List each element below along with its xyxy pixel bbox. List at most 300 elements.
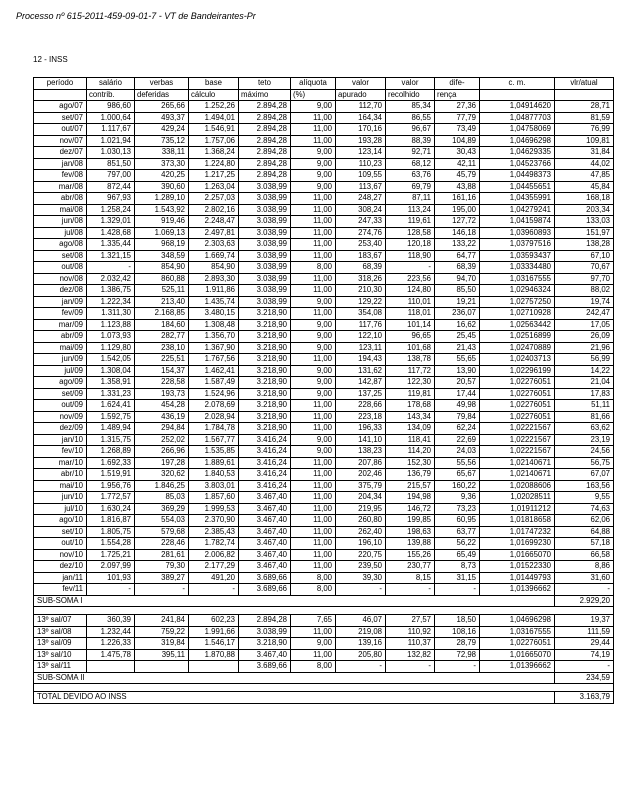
table-cell: 55,56 bbox=[435, 457, 480, 469]
table-cell: 11,00 bbox=[291, 561, 336, 573]
table-cell: 11,00 bbox=[291, 480, 336, 492]
table-cell: 1,01699230 bbox=[480, 538, 555, 550]
table-cell: 113,24 bbox=[386, 204, 435, 216]
table-cell: 11,00 bbox=[291, 515, 336, 527]
table-cell: mar/08 bbox=[34, 181, 87, 193]
table-cell: jul/08 bbox=[34, 227, 87, 239]
spacer-cell bbox=[555, 684, 614, 692]
table-row-13th bbox=[34, 661, 614, 673]
table-cell: 11,00 bbox=[291, 626, 336, 638]
table-row bbox=[34, 124, 614, 136]
table-cell: 265,66 bbox=[135, 101, 189, 113]
table-cell: 118,90 bbox=[386, 250, 435, 262]
table-cell: 3.218,90 bbox=[239, 319, 291, 331]
table-cell: 2.177,29 bbox=[189, 561, 239, 573]
table-cell: 1,04696298 bbox=[480, 615, 555, 627]
table-cell: 262,40 bbox=[336, 526, 386, 538]
table-cell: 3.038,99 bbox=[239, 227, 291, 239]
table-cell: 56,99 bbox=[555, 354, 614, 366]
table-cell: 1.252,26 bbox=[189, 101, 239, 113]
table-cell: 11,00 bbox=[291, 469, 336, 481]
subtotal-1-value: 2.929,20 bbox=[555, 595, 614, 607]
table-cell: 242,47 bbox=[555, 308, 614, 320]
table-row bbox=[34, 365, 614, 377]
spacer-cell bbox=[135, 684, 189, 692]
table-cell: 26,09 bbox=[555, 331, 614, 343]
table-cell: 88,39 bbox=[386, 135, 435, 147]
table-cell: 1.889,61 bbox=[189, 457, 239, 469]
table-cell: 194,43 bbox=[336, 354, 386, 366]
spacer-cell bbox=[87, 684, 135, 692]
table-cell: 13º sal/07 bbox=[34, 615, 87, 627]
table-cell: 62,06 bbox=[555, 515, 614, 527]
table-row bbox=[34, 181, 614, 193]
table-row-13th bbox=[34, 615, 614, 627]
table-cell: 759,22 bbox=[135, 626, 189, 638]
table-cell: 420,25 bbox=[135, 170, 189, 182]
table-row bbox=[34, 515, 614, 527]
table-cell: 152,30 bbox=[386, 457, 435, 469]
table-cell: 109,81 bbox=[555, 135, 614, 147]
column-header: dife- bbox=[435, 78, 480, 90]
column-header: teto bbox=[239, 78, 291, 90]
table-cell: 70,67 bbox=[555, 262, 614, 274]
table-cell: 1,02276051 bbox=[480, 638, 555, 650]
table-cell: ago/08 bbox=[34, 239, 87, 251]
table-cell: out/09 bbox=[34, 400, 87, 412]
table-cell: 1,03593437 bbox=[480, 250, 555, 262]
table-cell: 3.218,90 bbox=[239, 377, 291, 389]
table-cell: 63,76 bbox=[386, 170, 435, 182]
table-cell: 248,27 bbox=[336, 193, 386, 205]
table-cell: 525,11 bbox=[135, 285, 189, 297]
table-cell: 7,65 bbox=[291, 615, 336, 627]
table-cell: 122,30 bbox=[386, 377, 435, 389]
table-cell: 66,58 bbox=[555, 549, 614, 561]
table-row bbox=[34, 354, 614, 366]
table-cell bbox=[189, 661, 239, 673]
table-cell: 1.021,94 bbox=[87, 135, 135, 147]
table-cell: 1,04629335 bbox=[480, 147, 555, 159]
table-cell: 860,88 bbox=[135, 273, 189, 285]
table-cell: 1.592,75 bbox=[87, 411, 135, 423]
table-cell: 1.123,88 bbox=[87, 319, 135, 331]
table-row bbox=[34, 584, 614, 596]
table-cell: - bbox=[336, 584, 386, 596]
table-cell: 168,18 bbox=[555, 193, 614, 205]
column-header: recolhido bbox=[386, 89, 435, 101]
table-cell: 79,84 bbox=[435, 411, 480, 423]
table-cell bbox=[135, 661, 189, 673]
table-cell: 1,02563442 bbox=[480, 319, 555, 331]
table-cell: dez/10 bbox=[34, 561, 87, 573]
table-cell: 1.386,75 bbox=[87, 285, 135, 297]
table-cell: 1,01665070 bbox=[480, 649, 555, 661]
table-cell: 1.217,25 bbox=[189, 170, 239, 182]
table-row bbox=[34, 112, 614, 124]
table-cell: 338,11 bbox=[135, 147, 189, 159]
table-cell: 429,24 bbox=[135, 124, 189, 136]
table-cell: 2.894,28 bbox=[239, 147, 291, 159]
table-cell: 3.038,99 bbox=[239, 285, 291, 297]
table-cell: 18,50 bbox=[435, 615, 480, 627]
table-cell: 1,02028511 bbox=[480, 492, 555, 504]
table-cell: 1,02221567 bbox=[480, 434, 555, 446]
table-cell: 129,22 bbox=[336, 296, 386, 308]
table-cell: 154,37 bbox=[135, 365, 189, 377]
table-cell: 65,67 bbox=[435, 469, 480, 481]
table-cell: 46,07 bbox=[336, 615, 386, 627]
table-cell: 967,93 bbox=[87, 193, 135, 205]
table-row bbox=[34, 572, 614, 584]
table-cell: 3.467,40 bbox=[239, 549, 291, 561]
table-cell: 143,34 bbox=[386, 411, 435, 423]
table-cell: 104,89 bbox=[435, 135, 480, 147]
table-cell: 27,57 bbox=[386, 615, 435, 627]
table-cell: 3.218,90 bbox=[239, 331, 291, 343]
table-cell: 308,24 bbox=[336, 204, 386, 216]
table-cell: 11,00 bbox=[291, 457, 336, 469]
table-cell: 155,26 bbox=[386, 549, 435, 561]
table-cell: 63,62 bbox=[555, 423, 614, 435]
table-cell: 1,02470889 bbox=[480, 342, 555, 354]
table-cell: 195,00 bbox=[435, 204, 480, 216]
table-cell: abr/08 bbox=[34, 193, 87, 205]
table-cell: 1.542,05 bbox=[87, 354, 135, 366]
table-cell: 110,23 bbox=[336, 158, 386, 170]
table-cell: 968,19 bbox=[135, 239, 189, 251]
table-cell: jun/10 bbox=[34, 492, 87, 504]
table-cell: 11,00 bbox=[291, 354, 336, 366]
spacer-cell bbox=[239, 684, 291, 692]
table-cell: 63,77 bbox=[435, 526, 480, 538]
table-cell: 120,18 bbox=[386, 239, 435, 251]
table-cell: 132,82 bbox=[386, 649, 435, 661]
table-cell: 30,43 bbox=[435, 147, 480, 159]
table-cell: 1,02276051 bbox=[480, 377, 555, 389]
table-cell: 163,56 bbox=[555, 480, 614, 492]
table-cell: 76,99 bbox=[555, 124, 614, 136]
table-cell: 27,36 bbox=[435, 101, 480, 113]
table-row bbox=[34, 400, 614, 412]
table-row bbox=[34, 273, 614, 285]
table-cell: 220,75 bbox=[336, 549, 386, 561]
table-cell: abr/09 bbox=[34, 331, 87, 343]
table-cell: 1.782,74 bbox=[189, 538, 239, 550]
table-cell: 266,96 bbox=[135, 446, 189, 458]
spacer-row bbox=[34, 684, 614, 692]
table-cell: 1.232,44 bbox=[87, 626, 135, 638]
table-cell: 1.224,80 bbox=[189, 158, 239, 170]
table-cell: 1,04355991 bbox=[480, 193, 555, 205]
table-cell: 11,00 bbox=[291, 538, 336, 550]
table-cell: 1.494,01 bbox=[189, 112, 239, 124]
table-cell: - bbox=[435, 661, 480, 673]
total-row-value: 3.163,79 bbox=[555, 692, 614, 704]
table-cell: 101,14 bbox=[386, 319, 435, 331]
column-header: contrib. bbox=[87, 89, 135, 101]
table-row bbox=[34, 250, 614, 262]
table-cell: 204,34 bbox=[336, 492, 386, 504]
table-cell: 1,04455651 bbox=[480, 181, 555, 193]
table-cell: jan/08 bbox=[34, 158, 87, 170]
table-cell: 9,00 bbox=[291, 388, 336, 400]
table-cell: 223,56 bbox=[386, 273, 435, 285]
table-row bbox=[34, 204, 614, 216]
table-cell: set/09 bbox=[34, 388, 87, 400]
table-cell: 1,04523766 bbox=[480, 158, 555, 170]
spacer-cell bbox=[189, 684, 239, 692]
table-cell: 986,60 bbox=[87, 101, 135, 113]
spacer-cell bbox=[435, 607, 480, 615]
table-cell: 1.268,89 bbox=[87, 446, 135, 458]
table-cell: - bbox=[555, 661, 614, 673]
table-cell: 141,10 bbox=[336, 434, 386, 446]
table-row bbox=[34, 469, 614, 481]
table-cell: 2.894,28 bbox=[239, 124, 291, 136]
table-cell: 230,77 bbox=[386, 561, 435, 573]
table-cell: - bbox=[189, 584, 239, 596]
table-cell: 2.385,43 bbox=[189, 526, 239, 538]
table-cell: 1,02276051 bbox=[480, 411, 555, 423]
table-cell: 1.991,66 bbox=[189, 626, 239, 638]
table-cell: - bbox=[87, 262, 135, 274]
table-cell: 3.218,90 bbox=[239, 388, 291, 400]
table-cell: 1,01911212 bbox=[480, 503, 555, 515]
table-cell: 1.475,78 bbox=[87, 649, 135, 661]
section-title: 12 - INSS bbox=[33, 55, 68, 64]
table-cell: 8,15 bbox=[386, 572, 435, 584]
table-cell: 207,86 bbox=[336, 457, 386, 469]
table-cell: 21,04 bbox=[555, 377, 614, 389]
table-cell: 2.028,94 bbox=[189, 411, 239, 423]
spacer-cell bbox=[386, 684, 435, 692]
table-cell: 1.308,48 bbox=[189, 319, 239, 331]
table-cell: 21,96 bbox=[555, 342, 614, 354]
table-cell: 64,77 bbox=[435, 250, 480, 262]
process-header: Processo nº 615-2011-459-09-01-7 - VT de Bandeirantes-Pr bbox=[16, 11, 256, 21]
table-cell: 3.467,40 bbox=[239, 649, 291, 661]
column-header: base bbox=[189, 78, 239, 90]
spacer-cell bbox=[34, 607, 87, 615]
table-cell: 1.117,67 bbox=[87, 124, 135, 136]
spacer-cell bbox=[239, 607, 291, 615]
table-cell: 1,02221567 bbox=[480, 423, 555, 435]
table-cell: 17,05 bbox=[555, 319, 614, 331]
table-cell: 8,00 bbox=[291, 262, 336, 274]
table-row bbox=[34, 434, 614, 446]
table-cell: 2.894,28 bbox=[239, 101, 291, 113]
table-cell: 11,00 bbox=[291, 239, 336, 251]
table-cell: 11,00 bbox=[291, 227, 336, 239]
table-cell: 108,16 bbox=[435, 626, 480, 638]
column-header: cálculo bbox=[189, 89, 239, 101]
table-cell: 579,68 bbox=[135, 526, 189, 538]
table-cell: 1.226,33 bbox=[87, 638, 135, 650]
table-cell: jul/10 bbox=[34, 503, 87, 515]
table-cell: 101,68 bbox=[386, 342, 435, 354]
table-cell: 112,70 bbox=[336, 101, 386, 113]
table-cell: 2.894,28 bbox=[239, 615, 291, 627]
table-cell: 51,11 bbox=[555, 400, 614, 412]
table-cell: 3.467,40 bbox=[239, 492, 291, 504]
table-cell: 274,76 bbox=[336, 227, 386, 239]
subtotal-2-value: 234,59 bbox=[555, 672, 614, 684]
table-cell: 11,00 bbox=[291, 135, 336, 147]
table-cell: 1,04758069 bbox=[480, 124, 555, 136]
table-cell: - bbox=[555, 584, 614, 596]
table-cell: 1.524,96 bbox=[189, 388, 239, 400]
table-cell: 96,67 bbox=[386, 124, 435, 136]
table-row bbox=[34, 135, 614, 147]
table-cell: ago/07 bbox=[34, 101, 87, 113]
table-cell: 9,00 bbox=[291, 365, 336, 377]
table-row bbox=[34, 446, 614, 458]
table-cell: - bbox=[386, 262, 435, 274]
table-cell: nov/08 bbox=[34, 273, 87, 285]
table-cell: 11,00 bbox=[291, 649, 336, 661]
table-cell: 228,66 bbox=[336, 400, 386, 412]
table-cell: set/07 bbox=[34, 112, 87, 124]
table-cell: 22,69 bbox=[435, 434, 480, 446]
table-row bbox=[34, 193, 614, 205]
table-cell: 2.894,28 bbox=[239, 112, 291, 124]
subtotal-2 bbox=[34, 672, 614, 684]
table-cell: 11,00 bbox=[291, 411, 336, 423]
table-cell: 3.416,24 bbox=[239, 446, 291, 458]
table-cell: 11,00 bbox=[291, 124, 336, 136]
table-cell: 872,44 bbox=[87, 181, 135, 193]
table-cell: 3.689,66 bbox=[239, 572, 291, 584]
table-cell: 44,02 bbox=[555, 158, 614, 170]
table-cell bbox=[87, 661, 135, 673]
table-cell: 1.331,23 bbox=[87, 388, 135, 400]
table-cell: set/08 bbox=[34, 250, 87, 262]
table-cell: 3.218,90 bbox=[239, 308, 291, 320]
table-cell: 31,60 bbox=[555, 572, 614, 584]
column-header: apurado bbox=[336, 89, 386, 101]
table-cell: 13,90 bbox=[435, 365, 480, 377]
table-cell: 39,30 bbox=[336, 572, 386, 584]
table-cell: 183,67 bbox=[336, 250, 386, 262]
table-cell: 86,55 bbox=[386, 112, 435, 124]
table-cell: 919,46 bbox=[135, 216, 189, 228]
table-cell: 19,37 bbox=[555, 615, 614, 627]
table-row bbox=[34, 538, 614, 550]
table-cell: 178,68 bbox=[386, 400, 435, 412]
table-cell: 31,15 bbox=[435, 572, 480, 584]
subtotal-1 bbox=[34, 595, 614, 607]
table-cell: 193,73 bbox=[135, 388, 189, 400]
table-cell: 151,97 bbox=[555, 227, 614, 239]
table-cell: 81,66 bbox=[555, 411, 614, 423]
table-cell: - bbox=[435, 584, 480, 596]
table-cell: dez/07 bbox=[34, 147, 87, 159]
table-cell: nov/07 bbox=[34, 135, 87, 147]
spacer-cell bbox=[336, 684, 386, 692]
table-cell: 1,03334480 bbox=[480, 262, 555, 274]
table-cell: 196,10 bbox=[336, 538, 386, 550]
table-cell: 3.038,99 bbox=[239, 216, 291, 228]
table-cell: 11,00 bbox=[291, 285, 336, 297]
table-cell: 219,95 bbox=[336, 503, 386, 515]
table-cell: fev/10 bbox=[34, 446, 87, 458]
table-cell: 124,80 bbox=[386, 285, 435, 297]
table-cell: 1.358,91 bbox=[87, 377, 135, 389]
table-cell: 94,70 bbox=[435, 273, 480, 285]
table-cell: mar/10 bbox=[34, 457, 87, 469]
table-cell: 236,07 bbox=[435, 308, 480, 320]
table-cell: 281,61 bbox=[135, 549, 189, 561]
table-cell: 239,50 bbox=[336, 561, 386, 573]
table-cell: 735,12 bbox=[135, 135, 189, 147]
table-cell: 142,87 bbox=[336, 377, 386, 389]
table-cell: 1.546,17 bbox=[189, 638, 239, 650]
table-cell: 213,40 bbox=[135, 296, 189, 308]
table-cell: 2.168,85 bbox=[135, 308, 189, 320]
table-cell: 851,50 bbox=[87, 158, 135, 170]
spacer-cell bbox=[336, 607, 386, 615]
table-cell: 3.218,90 bbox=[239, 400, 291, 412]
table-cell: 3.038,99 bbox=[239, 239, 291, 251]
table-cell: 110,01 bbox=[386, 296, 435, 308]
table-cell: 1,01665070 bbox=[480, 549, 555, 561]
table-cell: 85,03 bbox=[135, 492, 189, 504]
table-cell: 81,59 bbox=[555, 112, 614, 124]
table-cell: 134,09 bbox=[386, 423, 435, 435]
table-cell: 3.038,99 bbox=[239, 204, 291, 216]
table-cell: 3.416,24 bbox=[239, 457, 291, 469]
table-cell: 85,34 bbox=[386, 101, 435, 113]
table-cell: 1.335,44 bbox=[87, 239, 135, 251]
table-cell: 56,75 bbox=[555, 457, 614, 469]
table-cell: 11,00 bbox=[291, 204, 336, 216]
spacer-cell bbox=[435, 684, 480, 692]
table-row bbox=[34, 411, 614, 423]
column-header: valor bbox=[336, 78, 386, 90]
table-cell: 199,85 bbox=[386, 515, 435, 527]
table-cell: 493,37 bbox=[135, 112, 189, 124]
table-cell: 8,86 bbox=[555, 561, 614, 573]
table-cell: 79,30 bbox=[135, 561, 189, 573]
table-cell: 127,72 bbox=[435, 216, 480, 228]
table-cell: ago/10 bbox=[34, 515, 87, 527]
spacer-cell bbox=[291, 607, 336, 615]
table-cell: 28,79 bbox=[435, 638, 480, 650]
table-cell: 74,63 bbox=[555, 503, 614, 515]
table-cell: 117,72 bbox=[386, 365, 435, 377]
table-cell: 247,33 bbox=[336, 216, 386, 228]
spacer-cell bbox=[480, 607, 555, 615]
table-cell: 3.038,99 bbox=[239, 273, 291, 285]
table-cell: 1,04914620 bbox=[480, 101, 555, 113]
table-cell: 1.956,76 bbox=[87, 480, 135, 492]
table-cell: 73,23 bbox=[435, 503, 480, 515]
table-cell: 1,03960893 bbox=[480, 227, 555, 239]
table-cell: 454,28 bbox=[135, 400, 189, 412]
table-row bbox=[34, 492, 614, 504]
table-cell: 138,23 bbox=[336, 446, 386, 458]
table-cell: 25,45 bbox=[435, 331, 480, 343]
table-cell: 1.329,01 bbox=[87, 216, 135, 228]
table-cell: 228,46 bbox=[135, 538, 189, 550]
total-row-label: TOTAL DEVIDO AO INSS bbox=[34, 692, 555, 704]
table-cell: 9,00 bbox=[291, 181, 336, 193]
spacer-row bbox=[34, 607, 614, 615]
table-cell: 11,00 bbox=[291, 492, 336, 504]
table-cell: 2.248,47 bbox=[189, 216, 239, 228]
table-cell: 3.467,40 bbox=[239, 526, 291, 538]
